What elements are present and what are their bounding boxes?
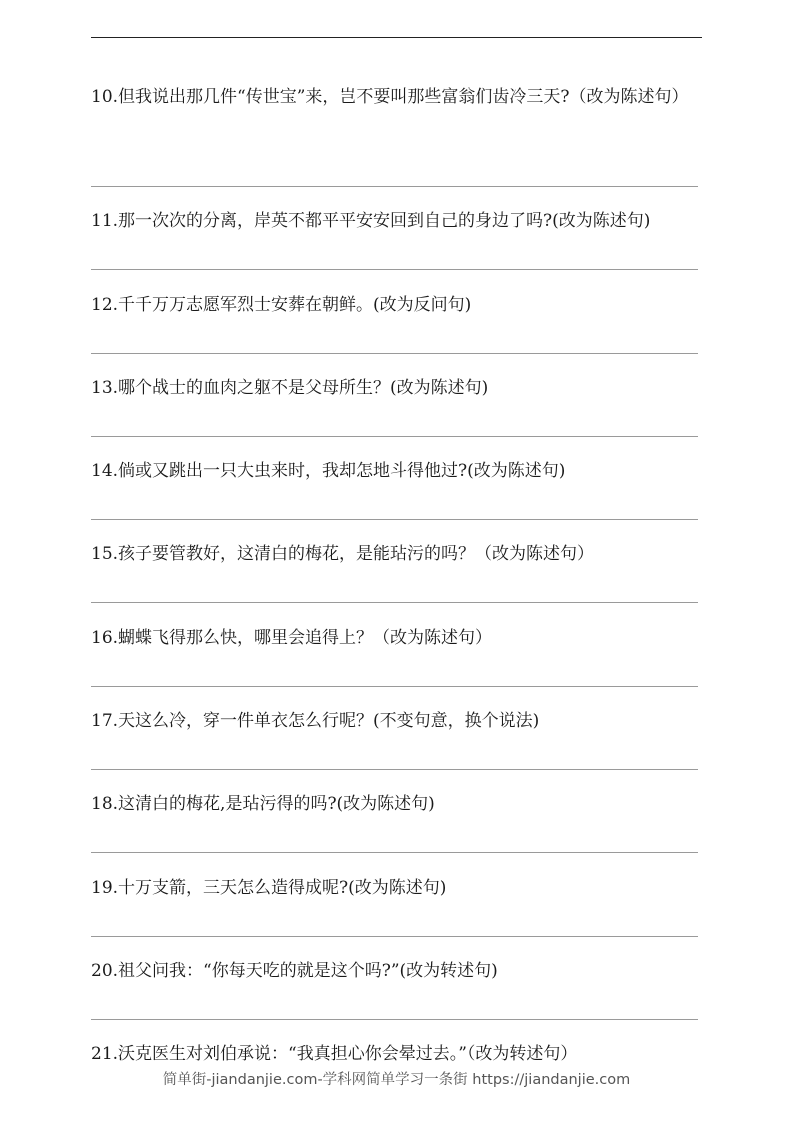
answer-line-13[interactable] (91, 436, 698, 437)
answer-line-10[interactable] (91, 186, 698, 187)
question-20: 20.祖父问我：“你每天吃的就是这个吗?”(改为转述句) (91, 961, 498, 981)
answer-line-19[interactable] (91, 936, 698, 937)
answer-line-14[interactable] (91, 519, 698, 520)
question-15: 15.孩子要管教好，这清白的梅花，是能玷污的吗？（改为陈述句） (91, 544, 595, 564)
answer-line-11[interactable] (91, 269, 698, 270)
question-18: 18.这清白的梅花,是玷污得的吗?(改为陈述句) (91, 794, 435, 814)
answer-line-20[interactable] (91, 1019, 698, 1020)
question-14: 14.倘或又跳出一只大虫来时，我却怎地斗得他过?(改为陈述句) (91, 461, 566, 481)
answer-line-16[interactable] (91, 686, 698, 687)
answer-line-12[interactable] (91, 353, 698, 354)
header-rule (91, 37, 702, 38)
question-17: 17.天这么冷，穿一件单衣怎么行呢？(不变句意，换个说法) (91, 711, 540, 731)
question-21: 21.沃克医生对刘伯承说：“我真担心你会晕过去。”（改为转述句） (91, 1044, 578, 1064)
question-11: 11.那一次次的分离，岸英不都平平安安回到自己的身边了吗?(改为陈述句) (91, 211, 651, 231)
question-19: 19.十万支箭，三天怎么造得成呢?(改为陈述句) (91, 878, 447, 898)
question-13: 13.哪个战士的血肉之躯不是父母所生？(改为陈述句) (91, 378, 489, 398)
footer-watermark: 简单街-jiandanjie.com-学科网简单学习一条街 https://jiandanjie.com (162, 1072, 631, 1088)
question-10: 10.但我说出那几件“传世宝”来，岂不要叫那些富翁们齿冷三天?（改为陈述句） (91, 87, 689, 107)
answer-line-17[interactable] (91, 769, 698, 770)
answer-line-15[interactable] (91, 602, 698, 603)
question-12: 12.千千万万志愿军烈士安葬在朝鲜。(改为反问句) (91, 295, 472, 315)
question-16: 16.蝴蝶飞得那么快，哪里会追得上？（改为陈述句） (91, 628, 493, 648)
answer-line-18[interactable] (91, 852, 698, 853)
